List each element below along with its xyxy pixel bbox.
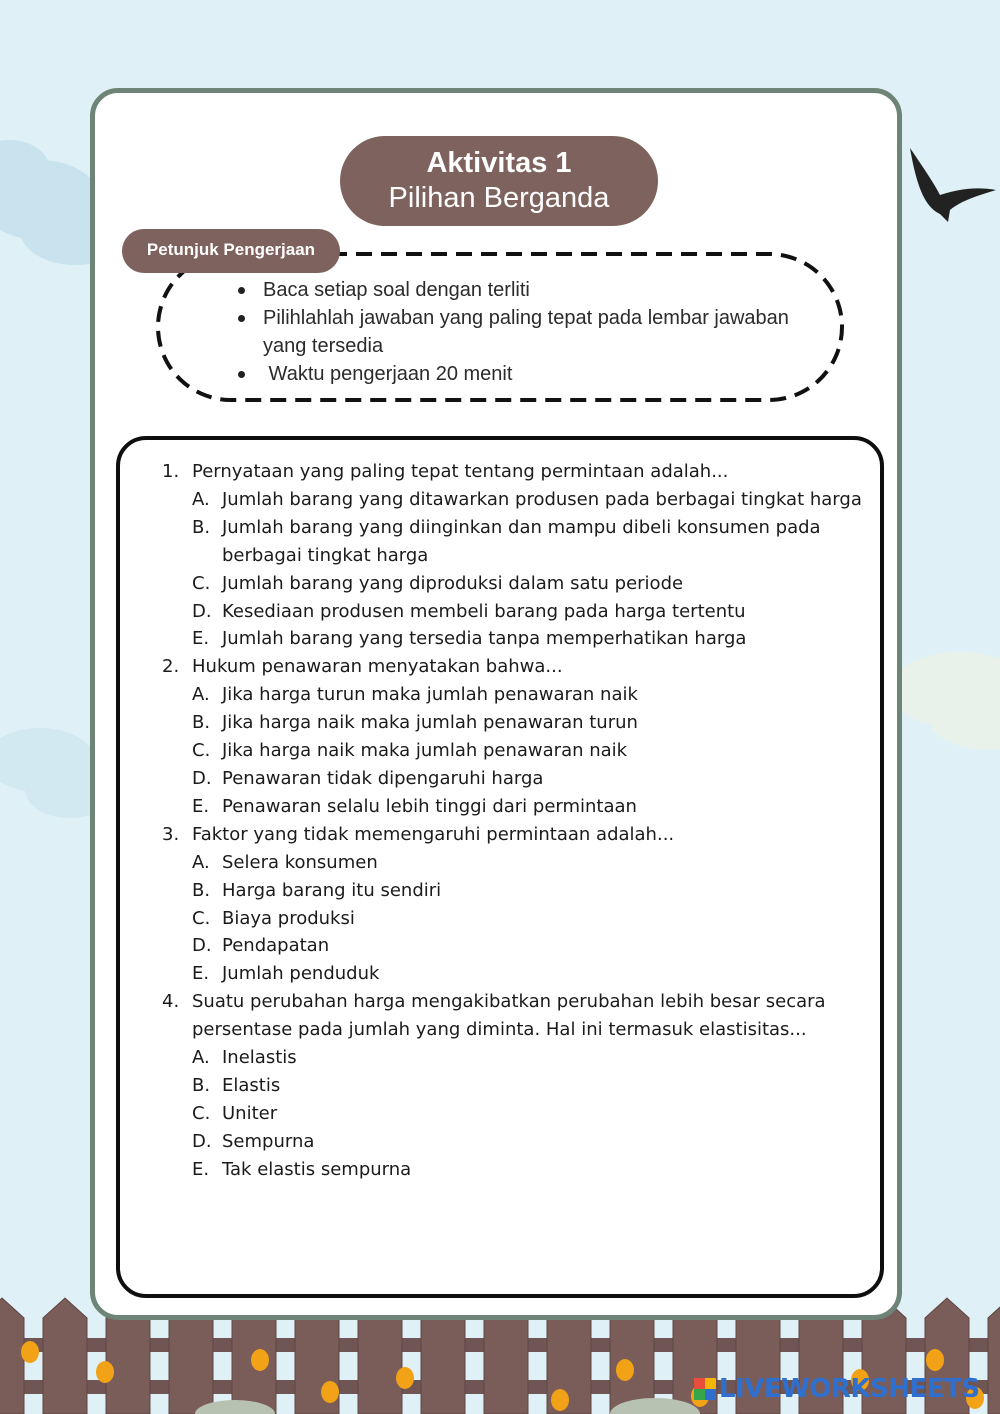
- flower-icon: [616, 1359, 634, 1381]
- option-letter: B.: [192, 1074, 211, 1096]
- option-text: Penawaran selalu lebih tinggi dari permintaan: [222, 795, 637, 817]
- option-text: Biaya produksi: [222, 907, 355, 929]
- option-text: Inelastis: [222, 1047, 297, 1069]
- option-row[interactable]: [162, 514, 872, 570]
- logo-square: [705, 1378, 716, 1389]
- option-row[interactable]: [162, 905, 872, 933]
- fence-picket: [988, 1298, 1000, 1414]
- option-row[interactable]: [162, 681, 872, 709]
- fence-picket: [0, 1298, 24, 1414]
- logo-square: [705, 1389, 716, 1400]
- option-text: Jumlah barang yang tersedia tanpa memperhatikan harga: [222, 628, 747, 650]
- question-2: [162, 653, 872, 681]
- option-letter: A.: [192, 851, 210, 873]
- option-row[interactable]: [162, 486, 872, 514]
- option-row[interactable]: [162, 570, 872, 598]
- option-row[interactable]: [162, 765, 872, 793]
- option-row[interactable]: [162, 1156, 872, 1184]
- flower-icon: [321, 1381, 339, 1403]
- option-row[interactable]: [162, 793, 872, 821]
- option-text: Pendapatan: [222, 935, 330, 957]
- question-number: 2.: [162, 656, 180, 678]
- option-row[interactable]: [162, 849, 872, 877]
- option-text: Jumlah barang yang diinginkan dan mampu dibeli konsumen pada berbagai tingkat harga: [222, 516, 821, 566]
- logo-text: LIVEWORKSHEETS: [719, 1374, 980, 1404]
- flower-icon: [21, 1341, 39, 1363]
- instructions-label: Petunjuk Pengerjaan: [122, 229, 340, 273]
- option-text: Uniter: [222, 1102, 278, 1124]
- option-letter: D.: [192, 1130, 212, 1152]
- option-letter: B.: [192, 879, 211, 901]
- option-row[interactable]: [162, 1072, 872, 1100]
- option-row[interactable]: [162, 877, 872, 905]
- question-4: [162, 988, 872, 1044]
- option-letter: C.: [192, 907, 211, 929]
- flower-icon: [551, 1389, 569, 1411]
- option-letter: A.: [192, 1047, 210, 1069]
- option-row[interactable]: [162, 932, 872, 960]
- option-letter: C.: [192, 1102, 211, 1124]
- instruction-item: Waktu pengerjaan 20 menit: [236, 360, 836, 388]
- option-text: Jumlah barang yang diproduksi dalam satu periode: [222, 572, 684, 594]
- flower-icon: [251, 1349, 269, 1371]
- option-row[interactable]: [162, 1100, 872, 1128]
- bullet-icon: [238, 315, 245, 322]
- option-text: Elastis: [222, 1074, 281, 1096]
- flower-icon: [396, 1367, 414, 1389]
- option-text: Jumlah barang yang ditawarkan produsen pada berbagai tingkat harga: [222, 488, 862, 510]
- page-subtitle: Pilihan Berganda: [388, 182, 610, 214]
- bird-icon: [910, 148, 996, 222]
- cloud-right: [890, 652, 1000, 750]
- option-text: Tak elastis sempurna: [222, 1158, 412, 1180]
- instruction-item: Baca setiap soal dengan terliti: [236, 276, 836, 304]
- flower-icon: [96, 1361, 114, 1383]
- question-text: Suatu perubahan harga mengakibatkan perubahan lebih besar secara persentase pada jumlah yang diminta. Hal ini termasuk elastisitas...: [192, 991, 826, 1041]
- option-text: Selera konsumen: [222, 851, 378, 873]
- option-row[interactable]: [162, 737, 872, 765]
- question-number: 4.: [162, 991, 180, 1013]
- bullet-icon: [238, 287, 245, 294]
- option-text: Jumlah penduduk: [222, 963, 380, 985]
- option-row[interactable]: [162, 1128, 872, 1156]
- option-row[interactable]: [162, 1044, 872, 1072]
- logo-icon: [694, 1378, 716, 1400]
- option-letter: E.: [192, 628, 210, 650]
- question-number: 1.: [162, 461, 180, 482]
- flower-icon: [926, 1349, 944, 1371]
- option-text: Sempurna: [222, 1130, 315, 1152]
- option-letter: E.: [192, 963, 210, 985]
- instruction-item: Pilihlahlah jawaban yang paling tepat pada lembar jawaban yang tersedia: [236, 304, 836, 360]
- fence-picket: [43, 1298, 87, 1414]
- question-list: [162, 458, 872, 1184]
- question-text: Faktor yang tidak memengaruhi permintaan adalah...: [192, 823, 675, 845]
- option-text: Kesediaan produsen membeli barang pada harga tertentu: [222, 600, 746, 622]
- option-letter: C.: [192, 740, 211, 762]
- logo-square: [694, 1389, 705, 1400]
- option-letter: A.: [192, 684, 210, 706]
- question-text: Pernyataan yang paling tepat tentang permintaan adalah...: [192, 461, 729, 482]
- bullet-icon: [238, 371, 245, 378]
- option-row[interactable]: [162, 960, 872, 988]
- option-text: Harga barang itu sendiri: [222, 879, 442, 901]
- option-letter: C.: [192, 572, 211, 594]
- option-row[interactable]: [162, 598, 872, 626]
- option-letter: D.: [192, 767, 212, 789]
- option-letter: A.: [192, 488, 210, 510]
- option-row[interactable]: [162, 709, 872, 737]
- option-letter: B.: [192, 516, 211, 538]
- option-row[interactable]: [162, 625, 872, 653]
- question-1: [162, 458, 872, 486]
- option-text: Jika harga naik maka jumlah penawaran turun: [222, 712, 638, 734]
- liveworksheets-logo[interactable]: [694, 1374, 980, 1404]
- option-text: Penawaran tidak dipengaruhi harga: [222, 767, 544, 789]
- page-title: Aktivitas 1: [426, 147, 572, 179]
- option-text: Jika harga turun maka jumlah penawaran naik: [222, 684, 638, 706]
- title-badge: [340, 136, 658, 226]
- option-letter: B.: [192, 712, 211, 734]
- question-text: Hukum penawaran menyatakan bahwa...: [192, 656, 563, 678]
- option-letter: D.: [192, 935, 212, 957]
- instructions-list: [236, 276, 836, 388]
- logo-square: [694, 1378, 705, 1389]
- option-text: Jika harga naik maka jumlah penawaran naik: [222, 740, 628, 762]
- question-3: [162, 821, 872, 849]
- option-letter: E.: [192, 1158, 210, 1180]
- question-number: 3.: [162, 823, 180, 845]
- option-letter: D.: [192, 600, 212, 622]
- option-letter: E.: [192, 795, 210, 817]
